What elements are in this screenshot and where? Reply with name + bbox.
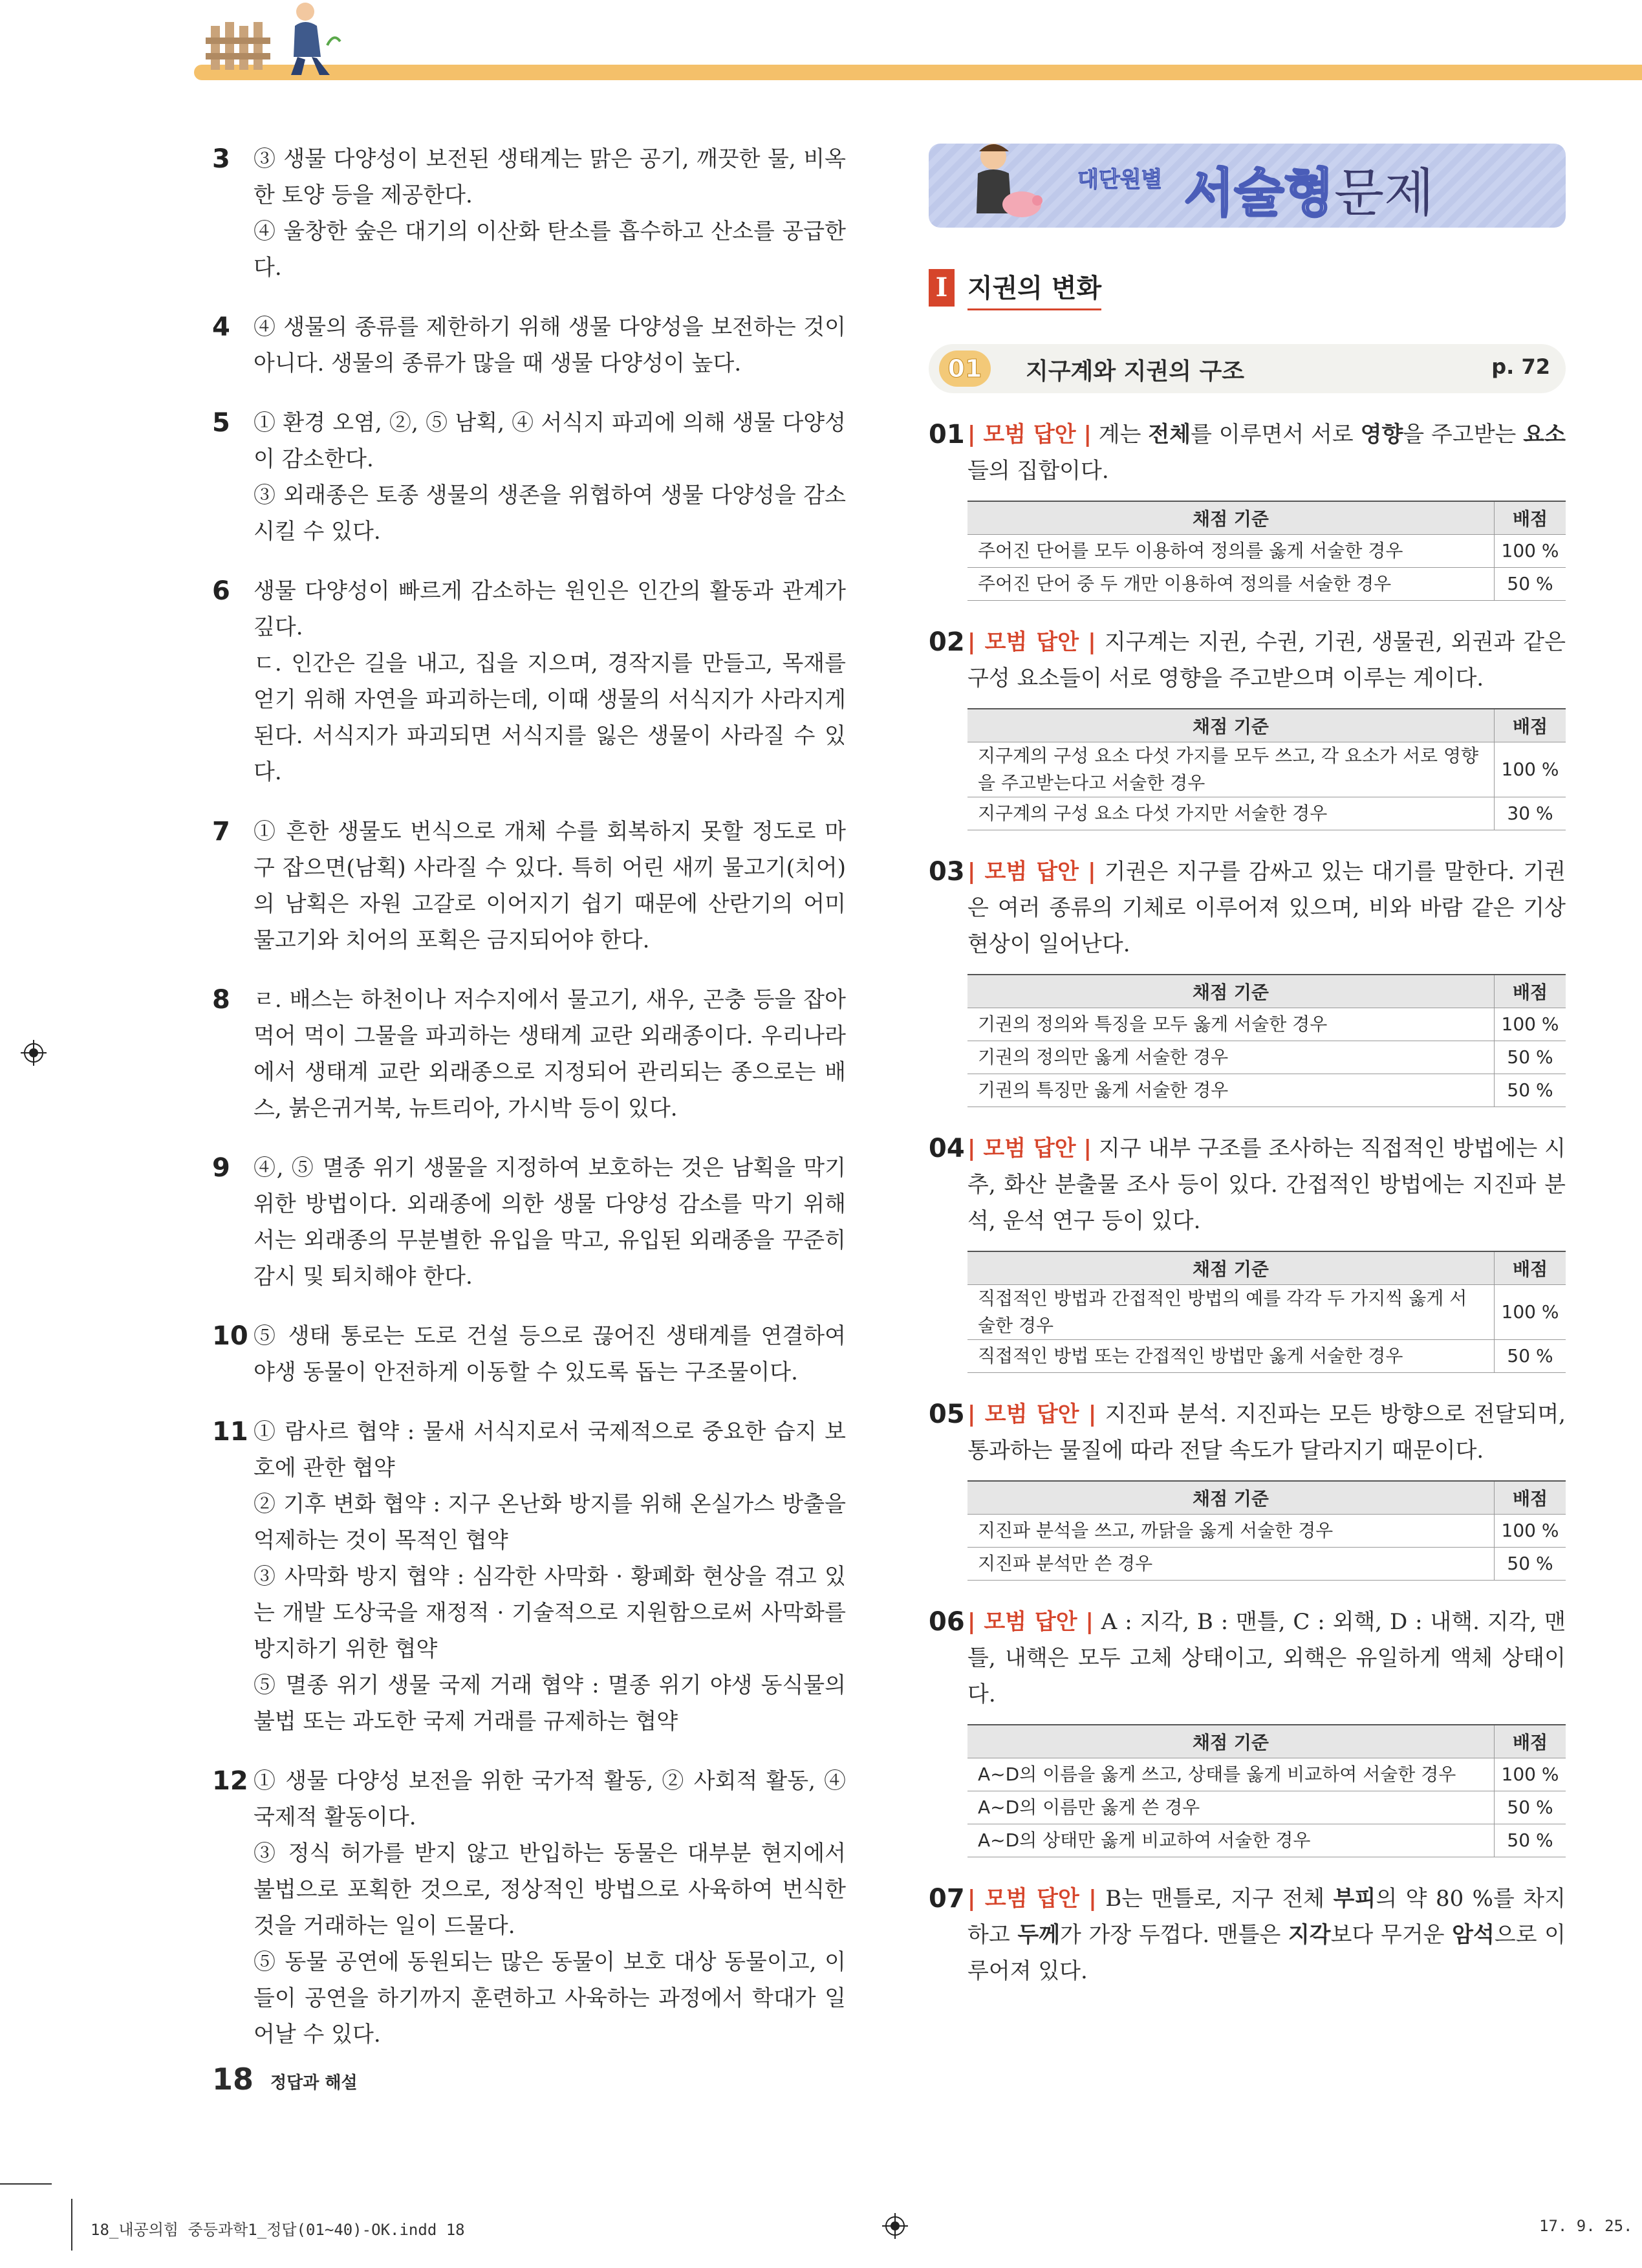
page-label: 정답과 해설 xyxy=(270,2073,358,2093)
score-cell: 100 % xyxy=(1495,1285,1566,1340)
answer-item xyxy=(212,814,846,958)
banner-subtitle: 대단원별 xyxy=(1077,167,1163,193)
scoring-table xyxy=(967,1480,1566,1581)
criteria-cell: 지구계의 구성 요소 다섯 가지만 서술한 경우 xyxy=(967,797,1495,830)
score-header: 배점 xyxy=(1495,709,1566,742)
header-bar xyxy=(194,65,1642,80)
section-heading xyxy=(929,344,1566,393)
answer-item xyxy=(212,1150,846,1295)
criteria-cell: 지진파 분석을 쓰고, 까닭을 옳게 서술한 경우 xyxy=(967,1515,1495,1548)
answer-number: 11 xyxy=(212,1417,248,1447)
question-item xyxy=(929,1130,1566,1239)
answer-item xyxy=(212,405,846,550)
answer-number: 5 xyxy=(212,408,230,438)
question-number: 06 xyxy=(929,1607,965,1637)
section-title: 지구계와 지권의 구조 xyxy=(1026,358,1245,385)
unit-title: 지권의 변화 xyxy=(967,268,1101,310)
score-header: 배점 xyxy=(1495,975,1566,1008)
scoring-table xyxy=(967,1724,1566,1857)
section-page-ref: p. 72 xyxy=(1491,354,1550,379)
farmer-pig-illustration xyxy=(955,137,1045,228)
chapter-banner xyxy=(929,144,1566,228)
answer-item xyxy=(212,309,846,382)
answer-number: 9 xyxy=(212,1153,230,1183)
question-item xyxy=(929,1604,1566,1712)
table-row xyxy=(967,1041,1566,1074)
model-answer-text: B는 맨틀로, 지구 전체 부피의 약 80 %를 차지하고 두께가 가장 두껍다. 맨틀은 지각보다 무거운 암석으로 이루어져 있다. xyxy=(967,1886,1566,1984)
page-number: 18 xyxy=(212,2062,254,2097)
table-row xyxy=(967,1340,1566,1373)
fence-icon xyxy=(206,19,277,70)
criteria-header: 채점 기준 xyxy=(967,501,1495,535)
table-row xyxy=(967,1285,1566,1340)
criteria-cell: 주어진 단어를 모두 이용하여 정의를 옳게 서술한 경우 xyxy=(967,535,1495,568)
table-row xyxy=(967,1515,1566,1548)
answer-number: 3 xyxy=(212,144,230,174)
criteria-cell: 지구계의 구성 요소 다섯 가지를 모두 쓰고, 각 요소가 서로 영향을 주고받는다고 서술한 경우 xyxy=(967,742,1495,797)
model-answer-tag: | 모범 답안 | xyxy=(967,422,1092,448)
model-answer-tag: | 모범 답안 | xyxy=(967,859,1096,885)
answer-item xyxy=(212,982,846,1127)
score-cell: 100 % xyxy=(1495,535,1566,568)
table-row xyxy=(967,1791,1566,1824)
criteria-cell: 기권의 정의만 옳게 서술한 경우 xyxy=(967,1041,1495,1074)
table-row xyxy=(967,1824,1566,1857)
question-item xyxy=(929,416,1566,489)
answer-text: ⑤ 동물 공연에 동원되는 많은 동물이 보호 대상 동물이고, 이들이 공연을 하기까지 훈련하고 사육하는 과정에서 학대가 일어날 수 있다. xyxy=(254,1949,846,2047)
answer-text: ① 람사르 협약 : 물새 서식지로서 국제적으로 중요한 습지 보호에 관한 협약 xyxy=(254,1419,846,1481)
section-number: 01 xyxy=(939,351,991,387)
scoring-table xyxy=(967,974,1566,1107)
score-cell: 30 % xyxy=(1495,797,1566,830)
criteria-header: 채점 기준 xyxy=(967,709,1495,742)
answer-text: ② 기후 변화 협약 : 지구 온난화 방지를 위해 온실가스 방출을 억제하는 것이 목적인 협약 xyxy=(254,1491,846,1553)
model-answer-text: 계는 전체를 이루면서 서로 영향을 주고받는 요소들의 집합이다. xyxy=(967,422,1566,484)
score-cell: 100 % xyxy=(1495,1515,1566,1548)
criteria-cell: 주어진 단어 중 두 개만 이용하여 정의를 서술한 경우 xyxy=(967,568,1495,601)
answer-text: ⑤ 생태 통로는 도로 건설 등으로 끊어진 생태계를 연결하여 야생 동물이 안전하게 이동할 수 있도록 돕는 구조물이다. xyxy=(254,1323,846,1385)
banner-title xyxy=(1184,151,1434,226)
model-answer-text: 지진파 분석. 지진파는 모든 방향으로 전달되며, 통과하는 물질에 따라 전달 속도가 달라지기 때문이다. xyxy=(967,1401,1566,1463)
question-item xyxy=(929,624,1566,697)
crop-mark xyxy=(0,2183,52,2185)
question-item xyxy=(929,1881,1566,1989)
score-cell: 50 % xyxy=(1495,568,1566,601)
registration-mark-icon xyxy=(21,1040,47,1066)
criteria-cell: A~D의 이름만 옳게 쓴 경우 xyxy=(967,1791,1495,1824)
answer-text: ① 흔한 생물도 번식으로 개체 수를 회복하지 못할 정도로 마구 잡으면(남획) 사라질 수 있다. 특히 어린 새끼 물고기(치어)의 남획은 자원 고갈로 이어지기 쉽기 때문에 산란기의 어미 물고기와 치어의 포획은 금지되어야 한다. xyxy=(254,819,846,953)
answer-text: ⑤ 멸종 위기 생물 국제 거래 협약 : 멸종 위기 야생 동식물의 불법 또는 과도한 국제 거래를 규제하는 협약 xyxy=(254,1672,846,1734)
model-answer-tag: | 모범 답안 | xyxy=(967,1609,1094,1635)
score-cell: 50 % xyxy=(1495,1340,1566,1373)
answer-number: 6 xyxy=(212,576,230,606)
farmer-illustration xyxy=(272,0,343,78)
score-header: 배점 xyxy=(1495,501,1566,535)
model-answer-text: A : 지각, B : 맨틀, C : 외핵, D : 내핵. 지각, 맨틀, 내핵은 모두 고체 상태이고, 외핵은 유일하게 액체 상태이다. xyxy=(967,1609,1566,1707)
score-cell: 100 % xyxy=(1495,1008,1566,1041)
question-item xyxy=(929,854,1566,962)
left-column xyxy=(212,141,846,2076)
answer-text: ③ 생물 다양성이 보전된 생태계는 맑은 공기, 깨끗한 물, 비옥한 토양 등을 제공한다. xyxy=(254,146,846,208)
answer-number: 7 xyxy=(212,817,230,847)
answer-item xyxy=(212,1414,846,1740)
crop-mark-vertical xyxy=(71,2199,72,2251)
scoring-table xyxy=(967,501,1566,601)
answer-text: ④ 울창한 숲은 대기의 이산화 탄소를 흡수하고 산소를 공급한다. xyxy=(254,219,846,281)
table-row xyxy=(967,742,1566,797)
scoring-table xyxy=(967,708,1566,830)
criteria-header: 채점 기준 xyxy=(967,975,1495,1008)
score-cell: 50 % xyxy=(1495,1041,1566,1074)
score-cell: 50 % xyxy=(1495,1791,1566,1824)
score-cell: 100 % xyxy=(1495,742,1566,797)
table-row xyxy=(967,1008,1566,1041)
print-date: 17. 9. 25. xyxy=(1539,2217,1633,2235)
answer-number: 4 xyxy=(212,312,230,342)
model-answer-tag: | 모범 답안 | xyxy=(967,1136,1092,1161)
criteria-cell: A~D의 이름을 옳게 쓰고, 상태를 옳게 비교하여 서술한 경우 xyxy=(967,1758,1495,1791)
table-row xyxy=(967,1074,1566,1107)
right-column xyxy=(929,144,1566,1989)
answer-item xyxy=(212,573,846,790)
answer-item xyxy=(212,1763,846,2053)
answer-number: 10 xyxy=(212,1321,248,1351)
answer-item xyxy=(212,1318,846,1390)
answer-text: ㄷ. 인간은 길을 내고, 집을 지으며, 경작지를 만들고, 목재를 얻기 위해 자연을 파괴하는데, 이때 생물의 서식지가 사라지게 된다. 서식지가 파괴되면 서식지를 잃은 생물이 사라질 수 있다. xyxy=(254,651,846,785)
model-answer-tag: | 모범 답안 | xyxy=(967,629,1096,655)
question-number: 03 xyxy=(929,857,965,887)
answer-text: ③ 사막화 방지 협약 : 심각한 사막화 · 황폐화 현상을 겪고 있는 개발 도상국을 재정적 · 기술적으로 지원함으로써 사막화를 방지하기 위한 협약 xyxy=(254,1564,846,1662)
criteria-cell: A~D의 상태만 옳게 비교하여 서술한 경우 xyxy=(967,1824,1495,1857)
score-header: 배점 xyxy=(1495,1725,1566,1758)
banner-title-rest: 문제 xyxy=(1334,163,1434,223)
model-answer-tag: | 모범 답안 | xyxy=(967,1401,1097,1427)
table-row xyxy=(967,797,1566,830)
question-number: 05 xyxy=(929,1399,965,1429)
scoring-table xyxy=(967,1251,1566,1373)
question-number: 01 xyxy=(929,420,965,449)
model-answer-text: 지구 내부 구조를 조사하는 직접적인 방법에는 시추, 화산 분출물 조사 등이 있다. 간접적인 방법에는 지진파 분석, 운석 연구 등이 있다. xyxy=(967,1136,1566,1234)
model-answer-tag: | 모범 답안 | xyxy=(967,1886,1097,1912)
table-row xyxy=(967,568,1566,601)
question-item xyxy=(929,1396,1566,1469)
answer-text: ③ 외래종은 토종 생물의 생존을 위협하여 생물 다양성을 감소시킬 수 있다. xyxy=(254,482,846,545)
score-cell: 50 % xyxy=(1495,1074,1566,1107)
table-row xyxy=(967,1548,1566,1581)
answer-text: 생물 다양성이 빠르게 감소하는 원인은 인간의 활동과 관계가 깊다. xyxy=(254,578,846,640)
score-header: 배점 xyxy=(1495,1251,1566,1285)
unit-number: I xyxy=(929,269,955,307)
registration-mark-icon xyxy=(882,2213,908,2239)
model-answer-text: 기권은 지구를 감싸고 있는 대기를 말한다. 기권은 여러 종류의 기체로 이루어져 있으며, 비와 바람 같은 기상 현상이 일어난다. xyxy=(967,859,1566,957)
criteria-cell: 기권의 정의와 특징을 모두 옳게 서술한 경우 xyxy=(967,1008,1495,1041)
score-header: 배점 xyxy=(1495,1481,1566,1515)
answer-text: ④ 생물의 종류를 제한하기 위해 생물 다양성을 보전하는 것이 아니다. 생물의 종류가 많을 때 생물 다양성이 높다. xyxy=(254,314,846,376)
question-list xyxy=(929,416,1566,1989)
file-info: 18_내공의힘 중등과학1_정답(01~40)-OK.indd 18 xyxy=(91,2221,465,2239)
question-number: 02 xyxy=(929,627,965,657)
unit-heading xyxy=(929,265,1566,310)
criteria-cell: 직접적인 방법 또는 간접적인 방법만 옳게 서술한 경우 xyxy=(967,1340,1495,1373)
answer-text: ④, ⑤ 멸종 위기 생물을 지정하여 보호하는 것은 남획을 막기 위한 방법이다. 외래종에 의한 생물 다양성 감소를 막기 위해서는 외래종의 무분별한 유입을 막고, 유입된 외래종을 꾸준히 감시 및 퇴치해야 한다. xyxy=(254,1155,846,1290)
answer-item xyxy=(212,141,846,286)
table-row xyxy=(967,1758,1566,1791)
question-number: 04 xyxy=(929,1134,965,1163)
banner-title-bold: 서술형 xyxy=(1184,163,1334,223)
criteria-cell: 기권의 특징만 옳게 서술한 경우 xyxy=(967,1074,1495,1107)
question-number: 07 xyxy=(929,1884,965,1914)
score-cell: 100 % xyxy=(1495,1758,1566,1791)
criteria-cell: 직접적인 방법과 간접적인 방법의 예를 각각 두 가지씩 옳게 서술한 경우 xyxy=(967,1285,1495,1340)
criteria-header: 채점 기준 xyxy=(967,1725,1495,1758)
answer-number: 12 xyxy=(212,1766,248,1796)
criteria-cell: 지진파 분석만 쓴 경우 xyxy=(967,1548,1495,1581)
model-answer-text: 지구계는 지권, 수권, 기권, 생물권, 외권과 같은 구성 요소들이 서로 영향을 주고받으며 이루는 계이다. xyxy=(967,629,1566,691)
criteria-header: 채점 기준 xyxy=(967,1481,1495,1515)
answer-number: 8 xyxy=(212,985,230,1015)
answer-text: ㄹ. 배스는 하천이나 저수지에서 물고기, 새우, 곤충 등을 잡아먹어 먹이 그물을 파괴하는 생태계 교란 외래종이다. 우리나라에서 생태계 교란 외래종으로 지정되어 관리되는 종으로는 배스, 붉은귀거북, 뉴트리아, 가시박 등이 있다. xyxy=(254,987,846,1121)
answer-text: ① 생물 다양성 보전을 위한 국가적 활동, ② 사회적 활동, ④ 국제적 활동이다. xyxy=(254,1768,846,1830)
score-cell: 50 % xyxy=(1495,1548,1566,1581)
table-row xyxy=(967,535,1566,568)
answer-text: ① 환경 오염, ②, ⑤ 남획, ④ 서식지 파괴에 의해 생물 다양성이 감소한다. xyxy=(254,410,846,472)
answer-text: ③ 정식 허가를 받지 않고 반입하는 동물은 대부분 현지에서 불법으로 포획한 것으로, 정상적인 방법으로 사육하여 번식한 것을 거래하는 일이 드물다. xyxy=(254,1841,846,1939)
score-cell: 50 % xyxy=(1495,1824,1566,1857)
criteria-header: 채점 기준 xyxy=(967,1251,1495,1285)
